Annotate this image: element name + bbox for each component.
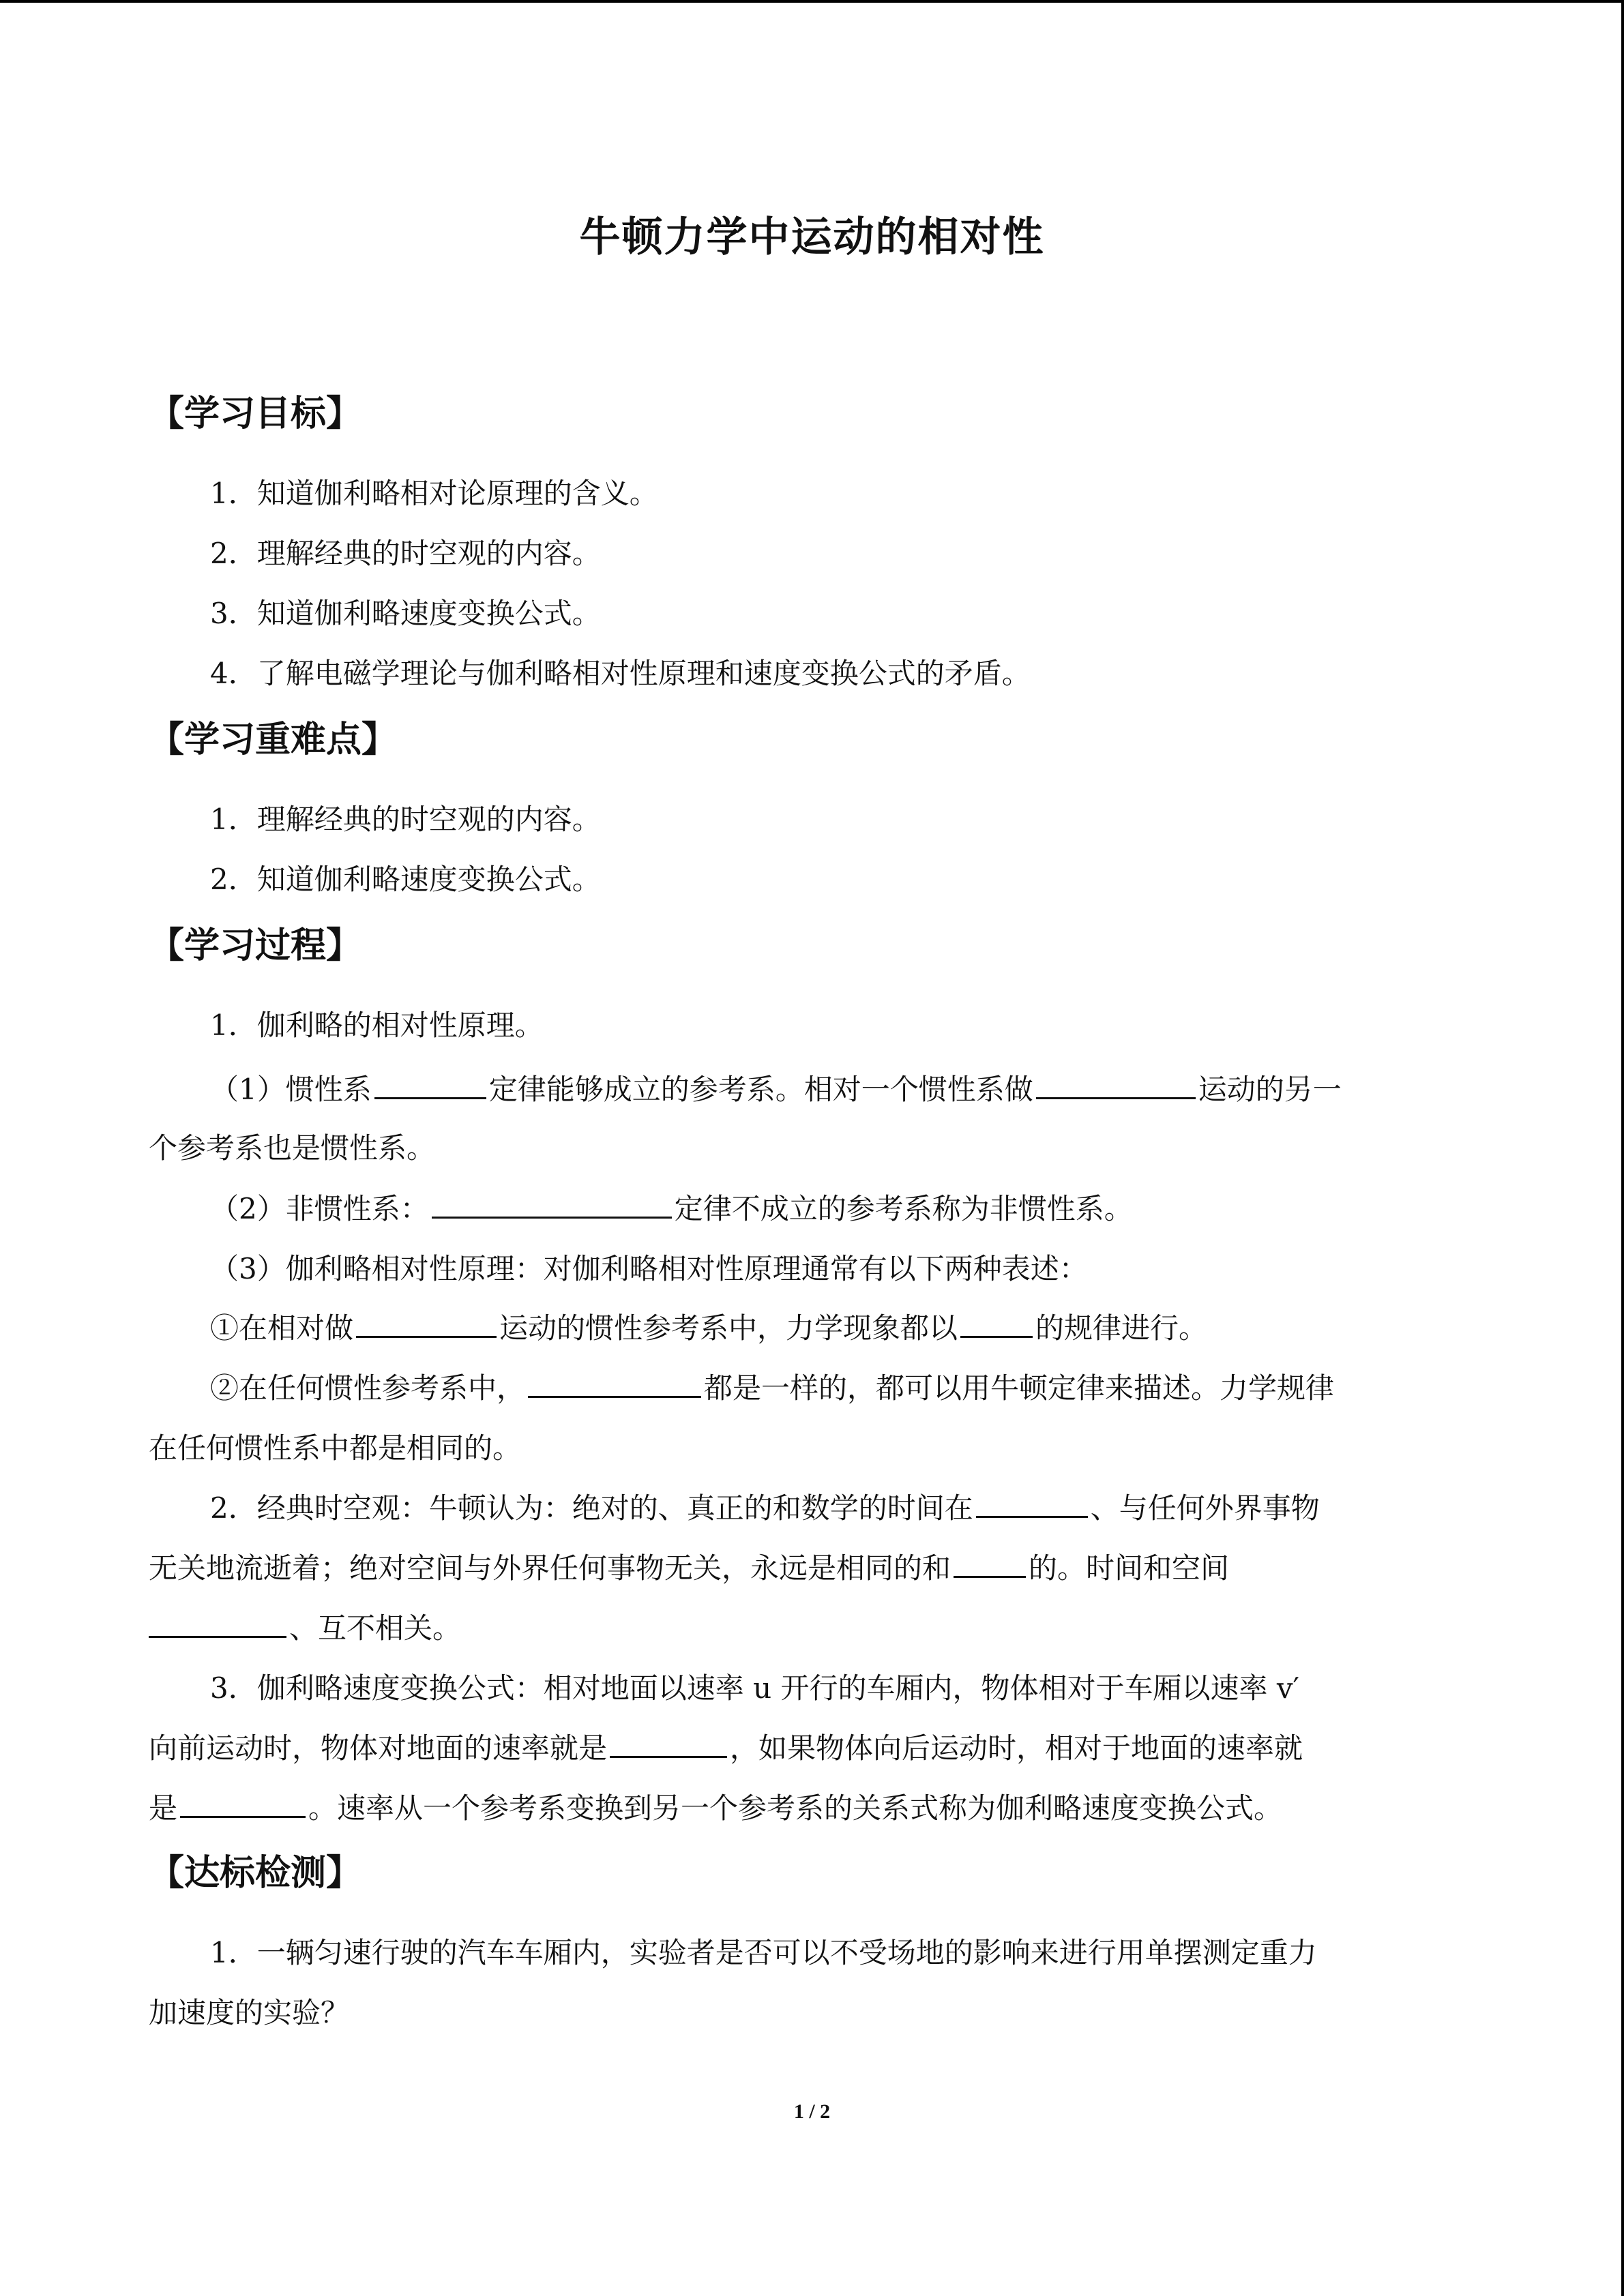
text-segment: （1）惯性系 bbox=[210, 1073, 372, 1106]
fill-blank bbox=[149, 1609, 286, 1638]
fill-blank bbox=[432, 1189, 672, 1219]
text-segment: 都是一样的，都可以用牛顿定律来描述。力学规律 bbox=[704, 1371, 1335, 1405]
goal-item-2: 2．理解经典的时空观的内容。 bbox=[210, 537, 601, 570]
text-segment: 无关地流逝着；绝对空间与外界任何事物无关，永远是相同的和 bbox=[149, 1551, 951, 1585]
process-statement-2-cont: 在任何惯性系中都是相同的。 bbox=[149, 1431, 522, 1465]
fill-blank bbox=[180, 1789, 306, 1818]
process-para-velocity-cont bbox=[149, 1728, 1303, 1769]
fill-blank bbox=[528, 1369, 701, 1398]
process-statement-2 bbox=[210, 1368, 1334, 1409]
process-para-1: 1．伽利略的相对性原理。 bbox=[210, 1009, 544, 1042]
fill-blank bbox=[610, 1729, 727, 1758]
text-segment: 、与任何外界事物 bbox=[1090, 1491, 1320, 1525]
process-para-relativity-principle: （3）伽利略相对性原理：对伽利略相对性原理通常有以下两种表述： bbox=[210, 1252, 1088, 1285]
process-para-inertial-frame bbox=[210, 1069, 1342, 1110]
fill-blank bbox=[374, 1070, 486, 1099]
text-segment: 、互不相关。 bbox=[289, 1611, 462, 1645]
fill-blank bbox=[1036, 1070, 1196, 1099]
text-segment: 定律不成立的参考系称为非惯性系。 bbox=[674, 1192, 1133, 1225]
process-para-velocity-end bbox=[149, 1788, 1282, 1829]
goal-item-1: 1．知道伽利略相对论原理的含义。 bbox=[210, 477, 658, 510]
check-question-1-cont: 加速度的实验？ bbox=[149, 1996, 350, 2029]
text-segment: 运动的另一 bbox=[1198, 1073, 1342, 1106]
check-question-1: 1．一辆匀速行驶的汽车车厢内，实验者是否可以不受场地的影响来进行用单摆测定重力 bbox=[210, 1936, 1317, 1969]
fill-blank bbox=[976, 1489, 1088, 1518]
process-para-velocity: 3．伽利略速度变换公式：相对地面以速率 u 开行的车厢内，物体相对于车厢以速率 v′ bbox=[210, 1671, 1300, 1705]
process-para-spacetime-end bbox=[149, 1608, 461, 1649]
section-heading-check: 【达标检测】 bbox=[149, 1853, 362, 1894]
fill-blank bbox=[356, 1309, 497, 1338]
text-segment: ①在相对做 bbox=[210, 1311, 354, 1345]
process-para-spacetime bbox=[210, 1488, 1320, 1529]
text-segment: ②在任何惯性参考系中， bbox=[210, 1371, 526, 1405]
page-border-top bbox=[0, 0, 1624, 3]
document-title: 牛顿力学中运动的相对性 bbox=[579, 213, 1045, 261]
text-segment: ，如果物体向后运动时，相对于地面的速率就 bbox=[730, 1731, 1303, 1765]
fill-blank bbox=[960, 1309, 1033, 1338]
section-heading-key-points: 【学习重难点】 bbox=[149, 719, 398, 760]
text-segment: 定律能够成立的参考系。相对一个惯性系做 bbox=[488, 1073, 1033, 1106]
text-segment: 2．经典时空观：牛顿认为：绝对的、真正的和数学的时间在 bbox=[210, 1491, 973, 1525]
section-heading-process: 【学习过程】 bbox=[149, 925, 362, 966]
key-point-item-1: 1．理解经典的时空观的内容。 bbox=[210, 803, 601, 836]
process-para-spacetime-cont bbox=[149, 1548, 1229, 1589]
process-para-non-inertial bbox=[210, 1189, 1133, 1229]
page-border-right bbox=[1621, 0, 1624, 2296]
page-number: 1 / 2 bbox=[793, 2100, 831, 2123]
text-segment: 。速率从一个参考系变换到另一个参考系的关系式称为伽利略速度变换公式。 bbox=[308, 1791, 1283, 1825]
section-heading-goals: 【学习目标】 bbox=[149, 393, 362, 434]
text-segment: 的规律进行。 bbox=[1035, 1311, 1208, 1345]
fill-blank bbox=[954, 1549, 1026, 1578]
text-segment: 向前运动时，物体对地面的速率就是 bbox=[149, 1731, 608, 1765]
text-segment: 运动的惯性参考系中，力学现象都以 bbox=[499, 1311, 958, 1345]
process-para-inertial-frame-cont: 个参考系也是惯性系。 bbox=[149, 1131, 436, 1165]
text-segment: 是 bbox=[149, 1791, 178, 1825]
key-point-item-2: 2．知道伽利略速度变换公式。 bbox=[210, 863, 601, 896]
goal-item-4: 4．了解电磁学理论与伽利略相对性原理和速度变换公式的矛盾。 bbox=[210, 657, 1031, 690]
process-statement-1 bbox=[210, 1308, 1207, 1349]
text-segment: （2）非惯性系： bbox=[210, 1192, 429, 1225]
text-segment: 的。时间和空间 bbox=[1029, 1551, 1230, 1585]
goal-item-3: 3．知道伽利略速度变换公式。 bbox=[210, 597, 601, 630]
